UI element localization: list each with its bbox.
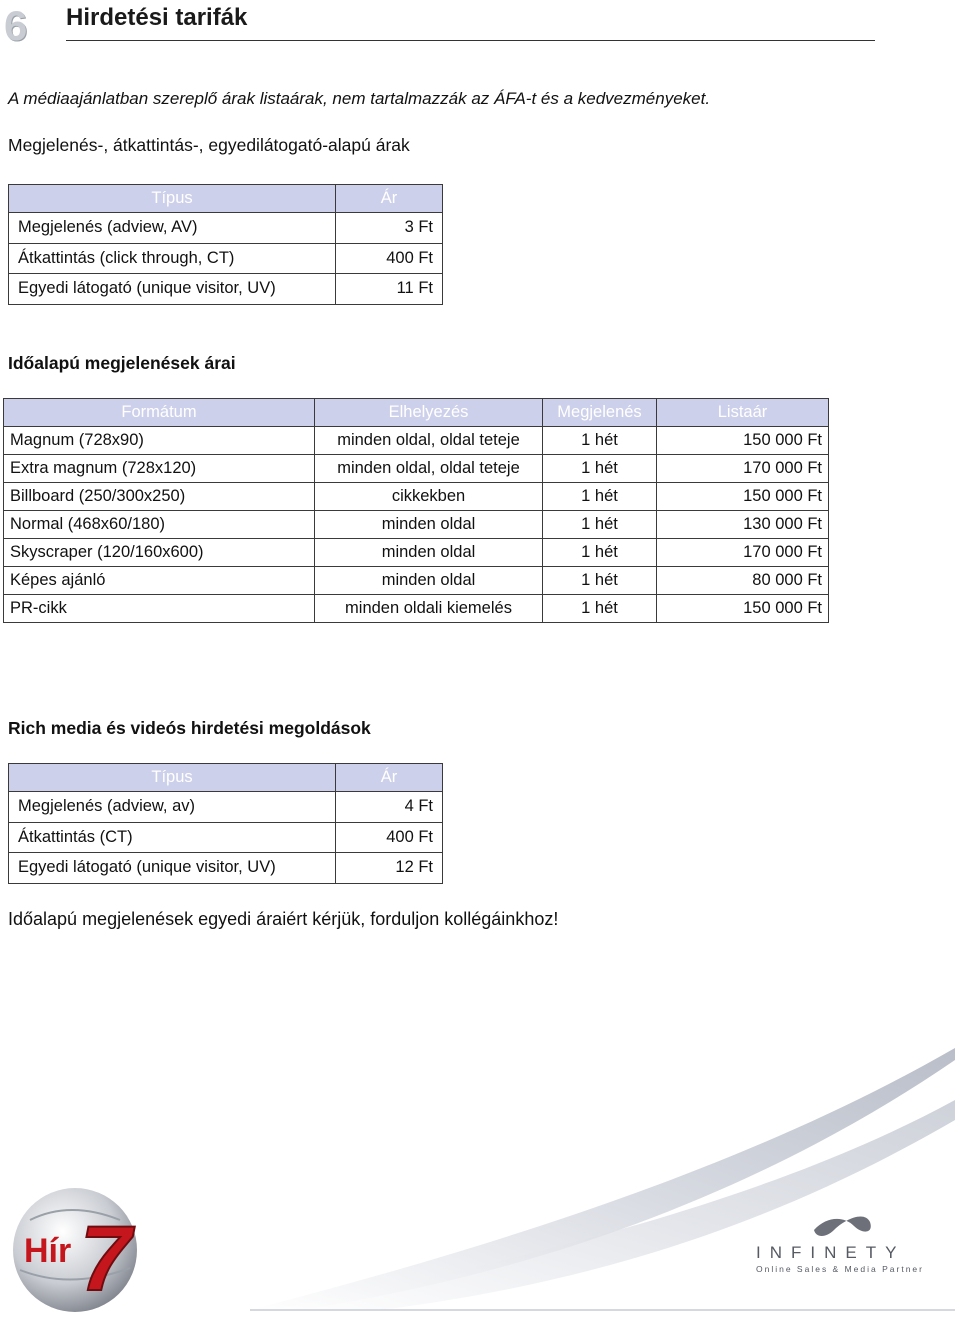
page-title: Hirdetési tarifák — [66, 4, 248, 31]
cell-type: Egyedi látogató (unique visitor, UV) — [9, 853, 336, 884]
section2-heading: Időalapú megjelenések árai — [8, 353, 236, 373]
cell-duration: 1 hét — [543, 595, 657, 623]
cell-price: 400 Ft — [336, 243, 443, 274]
table-row — [4, 483, 829, 511]
cell-price: 4 Ft — [336, 792, 443, 823]
table-row — [9, 822, 443, 853]
column-header-price: Ár — [336, 764, 443, 792]
cell-format: Billboard (250/300x250) — [4, 483, 315, 511]
infinety-logo-graphic — [752, 1208, 922, 1278]
hir7-logo-text: Hír — [24, 1232, 72, 1270]
table-row — [9, 853, 443, 884]
cell-format: Képes ajánló — [4, 567, 315, 595]
cell-placement: minden oldal — [315, 511, 543, 539]
table-row — [9, 243, 443, 274]
cell-price: 3 Ft — [336, 213, 443, 244]
column-header-format: Formátum — [4, 399, 315, 427]
cell-duration: 1 hét — [543, 455, 657, 483]
column-header-duration: Megjelenés — [543, 399, 657, 427]
table-row — [9, 274, 443, 305]
table-row — [4, 539, 829, 567]
cell-price: 400 Ft — [336, 822, 443, 853]
cell-placement: minden oldali kiemelés — [315, 595, 543, 623]
cell-type: Átkattintás (CT) — [9, 822, 336, 853]
hir7-logo — [10, 1180, 145, 1315]
rich-media-price-table — [8, 763, 443, 884]
table-row — [4, 595, 829, 623]
column-header-placement: Elhelyezés — [315, 399, 543, 427]
cell-type: Megjelenés (adview, AV) — [9, 213, 336, 244]
infinety-logo — [752, 1208, 922, 1278]
cell-list-price: 80 000 Ft — [657, 567, 829, 595]
cell-placement: minden oldal, oldal teteje — [315, 427, 543, 455]
cell-duration: 1 hét — [543, 511, 657, 539]
column-header-list-price: Listaár — [657, 399, 829, 427]
table-row — [4, 427, 829, 455]
cell-format: Magnum (728x90) — [4, 427, 315, 455]
time-based-price-table — [3, 398, 829, 623]
cpm-price-table — [8, 184, 443, 305]
column-header-price: Ár — [336, 185, 443, 213]
title-divider — [66, 40, 875, 41]
cell-format: Skyscraper (120/160x600) — [4, 539, 315, 567]
table-row — [4, 455, 829, 483]
cell-list-price: 150 000 Ft — [657, 427, 829, 455]
cell-placement: minden oldal, oldal teteje — [315, 455, 543, 483]
section1-heading: Megjelenés-, átkattintás-, egyedilátogató-alapú árak — [8, 135, 410, 155]
cell-format: Normal (468x60/180) — [4, 511, 315, 539]
cell-type: Átkattintás (click through, CT) — [9, 243, 336, 274]
table-header-row — [4, 399, 829, 427]
cell-format: PR-cikk — [4, 595, 315, 623]
table-row — [4, 511, 829, 539]
cell-type: Megjelenés (adview, av) — [9, 792, 336, 823]
cell-format: Extra magnum (728x120) — [4, 455, 315, 483]
cell-list-price: 130 000 Ft — [657, 511, 829, 539]
table-header-row — [9, 764, 443, 792]
cell-placement: minden oldal — [315, 567, 543, 595]
column-header-type: Típus — [9, 764, 336, 792]
cell-price: 12 Ft — [336, 853, 443, 884]
cell-duration: 1 hét — [543, 539, 657, 567]
svg-text:7: 7 — [80, 1208, 132, 1310]
infinety-tagline: Online Sales & Media Partner — [756, 1264, 922, 1274]
section3-heading: Rich media és videós hirdetési megoldások — [8, 718, 371, 738]
cell-price: 11 Ft — [336, 274, 443, 305]
cell-list-price: 150 000 Ft — [657, 483, 829, 511]
cell-list-price: 170 000 Ft — [657, 539, 829, 567]
column-header-type: Típus — [9, 185, 336, 213]
cell-duration: 1 hét — [543, 427, 657, 455]
cell-placement: cikkekben — [315, 483, 543, 511]
cell-placement: minden oldal — [315, 539, 543, 567]
infinety-name: INFINETY — [756, 1243, 906, 1262]
price-note: A médiaajánlatban szereplő árak listaárak, nem tartalmazzák az ÁFA-t és a kedvezményeket. — [8, 89, 711, 108]
closing-text: Időalapú megjelenések egyedi áraiért kérjük, forduljon kollégáinkhoz! — [8, 909, 559, 929]
table-row — [9, 792, 443, 823]
table-row — [9, 213, 443, 244]
hir7-logo-graphic — [10, 1180, 145, 1315]
cell-type: Egyedi látogató (unique visitor, UV) — [9, 274, 336, 305]
cell-list-price: 170 000 Ft — [657, 455, 829, 483]
cell-duration: 1 hét — [543, 567, 657, 595]
page-number: 6 — [4, 2, 27, 49]
table-row — [4, 567, 829, 595]
cell-duration: 1 hét — [543, 483, 657, 511]
cell-list-price: 150 000 Ft — [657, 595, 829, 623]
table-header-row — [9, 185, 443, 213]
